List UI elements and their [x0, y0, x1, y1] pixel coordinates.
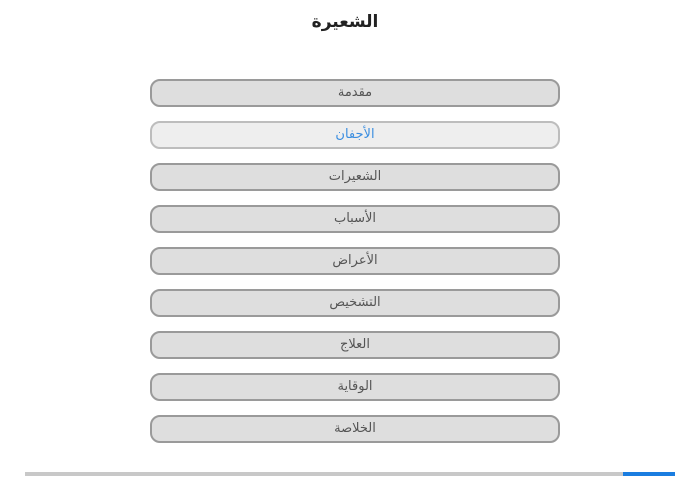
menu-item-causes[interactable]: الأسباب [150, 205, 560, 233]
progress-bar [25, 472, 675, 476]
menu-item-treatment[interactable]: العلاج [150, 331, 560, 359]
chapter-menu [150, 79, 560, 457]
menu-item-introduction[interactable]: مقدمة [150, 79, 560, 107]
menu-item-summary[interactable]: الخلاصة [150, 415, 560, 443]
page-title: الشعيرة [311, 12, 379, 32]
menu-item-prevention[interactable]: الوقاية [150, 373, 560, 401]
progress-bar-fill [623, 472, 675, 476]
menu-item-diagnosis[interactable]: التشخيص [150, 289, 560, 317]
menu-item-styes[interactable]: الشعيرات [150, 163, 560, 191]
menu-item-eyelids[interactable]: الأجفان [150, 121, 560, 149]
menu-item-symptoms[interactable]: الأعراض [150, 247, 560, 275]
